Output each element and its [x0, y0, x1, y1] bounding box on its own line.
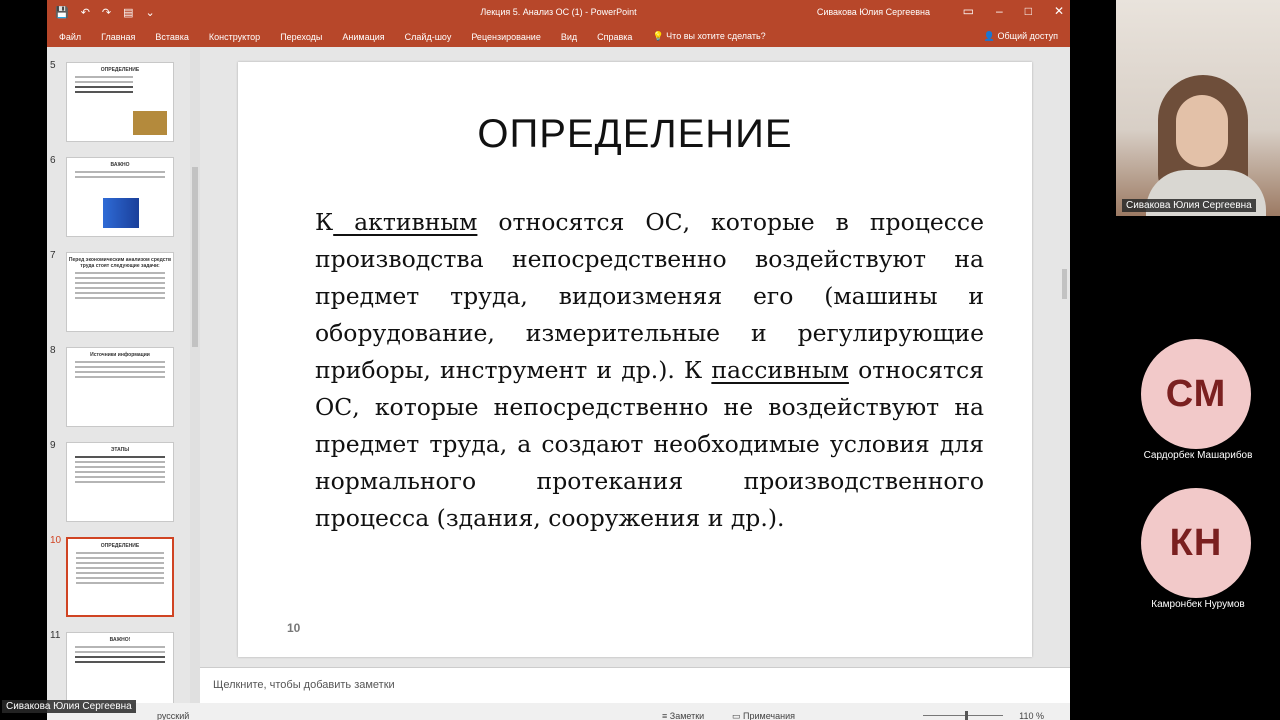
slide-thumbnail-8[interactable]	[66, 347, 174, 427]
minimize-icon[interactable]: –	[996, 4, 1003, 18]
slide-thumbnail-9[interactable]	[66, 442, 174, 522]
thumbnail-number: 7	[50, 250, 56, 261]
ribbon-tabs	[47, 26, 1070, 47]
notes-button[interactable]: ≡ Заметки	[662, 711, 705, 720]
powerpoint-window	[47, 0, 1070, 720]
tab-help[interactable]: Справка	[597, 31, 633, 42]
thumbnail-title: Перед экономическим анализом средств труда стоят следующие задачи:	[68, 257, 172, 269]
tab-view[interactable]: Вид	[560, 31, 578, 42]
slide-thumbnail-10[interactable]	[66, 537, 174, 617]
tab-insert[interactable]: Вставка	[155, 31, 189, 42]
active-speaker-label: Сивакова Юлия Сергеевна	[2, 700, 136, 713]
slide-title[interactable]: ОПРЕДЕЛЕНИЕ	[477, 112, 793, 156]
comments-button[interactable]: ▭ Примечания	[732, 711, 795, 720]
redo-icon[interactable]: ↷	[101, 7, 112, 19]
presenter-video-tile[interactable]	[1116, 0, 1280, 216]
thumbnail-title: ВАЖНО	[110, 162, 130, 168]
window-controls	[963, 4, 1064, 18]
thumbnails-scrollbar[interactable]	[190, 47, 200, 710]
tab-design[interactable]: Конструктор	[208, 31, 261, 42]
thumbnail-title: ОПРЕДЕЛЕНИЕ	[100, 67, 140, 73]
thumbnail-title: ЭТАПЫ	[110, 447, 130, 453]
slide-editing-area	[200, 47, 1060, 667]
slide-number: 10	[287, 621, 301, 635]
tab-review[interactable]: Рецензирование	[471, 31, 541, 42]
thumbnail-number: 9	[50, 440, 56, 451]
slide-thumbnail-5[interactable]	[66, 62, 174, 142]
tab-slideshow[interactable]: Слайд-шоу	[404, 31, 452, 42]
status-bar	[47, 703, 1070, 720]
scrollbar-thumb[interactable]	[1062, 269, 1067, 299]
current-slide[interactable]	[238, 62, 1032, 657]
notes-placeholder: Щелкните, чтобы добавить заметки	[213, 679, 395, 691]
thumbnail-title: ВАЖНО!	[109, 637, 131, 643]
slide-scrollbar[interactable]	[1060, 47, 1070, 667]
participant-avatar[interactable]: КН	[1141, 488, 1251, 598]
ribbon-display-icon[interactable]: ▭	[962, 4, 974, 18]
account-name[interactable]: Сивакова Юлия Сергеевна	[816, 7, 930, 17]
slide-body-text[interactable]: К активным относятся ОС, которые в процессе производства непосредственно воздействуют на предмет труда, видоизменяя его (машины и оборудование, измерительные и регулирующие приборы, инструмент и др.). К пассивным относятся ОС, которые непосредственно не воздействуют на предмет труда, а создают необходимые условия для нормального протекания производственного процесса (здания, сооружения и др.).	[315, 208, 984, 532]
close-icon[interactable]: ✕	[1053, 4, 1064, 18]
maximize-icon[interactable]: □	[1024, 4, 1032, 18]
tell-me-search[interactable]: 💡 Что вы хотите сделать?	[652, 31, 766, 41]
zoom-slider[interactable]	[923, 715, 1003, 716]
save-icon[interactable]: 💾	[55, 7, 69, 19]
thumbnail-number: 8	[50, 345, 56, 356]
tab-transitions[interactable]: Переходы	[280, 31, 323, 42]
presenter-name-label: Сивакова Юлия Сергеевна	[1122, 199, 1256, 212]
start-slideshow-icon[interactable]: ▤	[123, 7, 134, 19]
language-indicator[interactable]: русский	[157, 711, 190, 720]
tab-home[interactable]: Главная	[101, 31, 136, 42]
growth-chart-image	[103, 198, 139, 228]
customize-toolbar-icon[interactable]: ⌄	[145, 7, 155, 19]
slide-thumbnails-panel	[47, 47, 190, 710]
share-button[interactable]: 👤 Общий доступ	[983, 31, 1058, 41]
document-title: Лекция 5. Анализ ОС (1) - PowerPoint	[480, 7, 637, 17]
participant-name: Камронбек Нурумов	[1151, 599, 1245, 610]
term-passive: пассивным	[711, 356, 849, 384]
thumbnail-title: Источники информации	[90, 352, 150, 358]
person-icon: 👤	[983, 31, 996, 41]
slide-thumbnail-6[interactable]	[66, 157, 174, 237]
thumbnail-number: 10	[50, 535, 62, 546]
thumbnail-title: ОПРЕДЕЛЕНИЕ	[100, 543, 140, 549]
lightbulb-icon: 💡	[652, 31, 664, 41]
zoom-level[interactable]: 110 %	[1019, 711, 1044, 720]
thumbnail-number: 11	[50, 630, 61, 641]
coins-image	[133, 111, 167, 135]
term-active: активным	[333, 208, 478, 236]
thumbnail-number: 5	[50, 60, 56, 71]
participant-avatar[interactable]: СМ	[1141, 339, 1251, 449]
undo-icon[interactable]: ↶	[80, 7, 90, 19]
tab-file[interactable]: Файл	[59, 31, 82, 42]
notes-pane[interactable]	[200, 667, 1070, 703]
participant-name: Сардорбек Машарибов	[1143, 450, 1253, 461]
tab-animations[interactable]: Анимация	[342, 31, 385, 42]
scrollbar-thumb[interactable]	[192, 167, 198, 347]
title-bar	[47, 0, 1070, 26]
zoom-slider-handle[interactable]	[965, 711, 968, 720]
slide-thumbnail-7[interactable]	[66, 252, 174, 332]
thumbnail-number: 6	[50, 155, 56, 166]
